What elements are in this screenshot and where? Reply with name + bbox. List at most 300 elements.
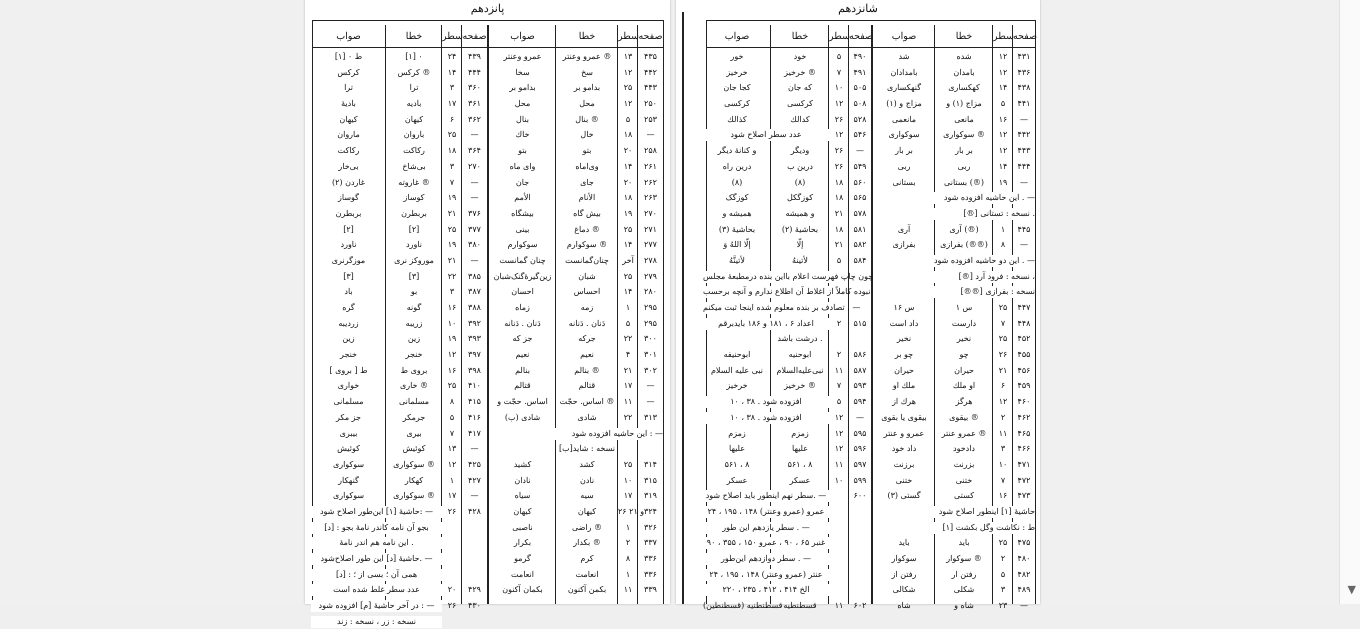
cell-page: ۵۴۶ <box>853 130 867 140</box>
table-row <box>707 65 1035 81</box>
cell-line: ۲۱ <box>447 255 457 265</box>
cell-line: ۱۱ <box>834 459 844 469</box>
cell-error: گونه <box>406 303 422 312</box>
cell-correct: بکمان آکنون <box>502 585 543 595</box>
cell-page: ۲۷۹ <box>644 271 657 281</box>
cell-correct: [۱] ط ۰ <box>334 52 363 61</box>
cell-correct: جان <box>515 177 530 187</box>
table-row <box>707 237 1035 253</box>
cell-page: ۵۰۸ <box>853 99 867 109</box>
cell-page: ۴۴۴ <box>468 67 481 77</box>
cell-error: سوکواری ® <box>943 130 985 140</box>
cell-page: ۴۳۹ <box>468 52 481 61</box>
cell-line: ۲۵ <box>623 271 633 281</box>
cell-correct: حیران <box>894 365 914 375</box>
cell-line: ۵ <box>836 255 842 265</box>
cell-line: ۳ <box>449 287 455 297</box>
cell-error: کوساز <box>403 193 425 203</box>
cell-page: ۴۲۵ <box>468 459 481 469</box>
cell-correct: کرکسی <box>724 99 750 109</box>
cell-error: ختنی <box>955 475 973 485</box>
cell-page: ۲۷۰ <box>468 161 481 171</box>
cell-line: ۱۲ <box>998 146 1008 156</box>
cell-correct: بکرار <box>513 538 532 548</box>
table-row <box>703 269 1035 285</box>
cell-line: ۱ <box>625 569 631 579</box>
cell-page: ۵۴۹ <box>853 161 867 171</box>
table-row <box>707 331 1035 347</box>
cell-error: مزاج (۱) و <box>946 99 982 109</box>
cell-page: ۳۸۷ <box>468 287 481 297</box>
cell-correct: خواری <box>337 381 360 391</box>
cell-correct: قسطنطنیه (قسطنطین) <box>703 601 783 611</box>
cell-correct: مسلمانی <box>333 397 364 407</box>
cell-line: ۱۱ <box>998 428 1008 438</box>
cell-page: ۲۷۷ <box>644 240 657 250</box>
cell-line: ۱۲ <box>623 67 633 77</box>
cell-error: بیش گاه <box>573 208 601 218</box>
cell-line: ۱۴ <box>623 240 633 250</box>
cell-page: ۲۵۳ <box>644 114 657 124</box>
cell-page: ۳۶۰ <box>468 83 481 93</box>
cell-line: ۲۲ <box>623 334 633 344</box>
cell-page: ۵۰۵ <box>853 83 867 93</box>
table-row <box>313 206 663 222</box>
cell-correct: بحاشیهٔ (۳) <box>718 224 756 234</box>
cell-line: ۱۲ <box>834 428 844 438</box>
cell-line: ۱۶ <box>447 303 457 312</box>
cell-error: بیقوی ® <box>949 412 979 422</box>
cell-line: ۱۸ <box>834 193 844 203</box>
cell-error: س ۱ <box>955 303 973 312</box>
cell-correct: عمرو و عنتر <box>883 428 925 438</box>
cell-correct: علیها <box>729 444 745 454</box>
cell-correct: بامدادان <box>890 67 918 77</box>
cell-correct: و کنانهٔ دیگر <box>717 146 757 156</box>
cell-line: ۱۲ <box>447 459 457 469</box>
cell-error: سوکواری ® <box>393 491 435 501</box>
cell-error: این نامه هم اندر نامهٔ . <box>311 537 442 549</box>
cell-error: تصادف بر بنده معلوم شده اینجا ثبت میکنم . — <box>703 303 861 312</box>
cell-line: ۱۳ <box>447 444 457 454</box>
cell-error: نسخه : زر ، نسخه : زند <box>311 616 442 628</box>
table-row <box>707 80 1035 96</box>
cell-correct: (۸) <box>731 177 743 187</box>
cell-page: ۴۶۵ <box>1017 428 1031 438</box>
table-row <box>313 426 663 442</box>
cell-page: ۲۶۳ <box>644 193 657 203</box>
cell-line: ۱۷ <box>447 491 457 501</box>
cell-line: ۲ <box>836 350 842 360</box>
cell-line: ۲۶ <box>834 161 844 171</box>
table-row <box>313 65 663 81</box>
cell-correct: کشید <box>513 459 532 469</box>
cell-line: ۲۵ <box>447 224 457 234</box>
cell-correct: ناورد <box>340 240 357 250</box>
cell-page: ۲۶۱ <box>644 161 657 171</box>
cell-line: ۱۲ <box>834 412 844 422</box>
cell-page: ۴۴۳ <box>1017 146 1031 156</box>
table-row <box>707 253 1035 269</box>
cell-error: بفرازی (®®) <box>940 240 988 250</box>
cell-page: — <box>470 444 479 454</box>
cell-line: ۱ <box>625 522 631 532</box>
cell-line: ۱۲ <box>998 130 1008 140</box>
cell-correct: سخا <box>515 67 530 77</box>
table-row <box>313 394 663 410</box>
cell-correct: اساس. حجّت و <box>497 397 548 407</box>
cell-line: ۱۱ <box>834 365 844 375</box>
cell-error: انعامت <box>575 569 599 579</box>
cell-error: خنجر <box>405 350 423 360</box>
table-row <box>313 582 663 598</box>
cell-line: ۲ <box>836 318 842 328</box>
cell-correct: [۳] <box>343 271 354 281</box>
cell-error: عمرو عنتر ® <box>941 428 987 438</box>
cell-correct: ختنی <box>895 475 913 485</box>
cell-correct: سوکواری <box>332 491 365 501</box>
table-row <box>313 598 663 614</box>
cell-line: ۸ <box>625 554 631 563</box>
cell-page: — <box>646 397 655 407</box>
cell-error: ترا <box>409 83 419 93</box>
cell-line: ۱۹ <box>623 208 633 218</box>
cell-correct: إلّا اللهُ وَ <box>723 240 751 250</box>
table-row <box>707 112 1035 128</box>
header-page: صفحه <box>462 31 487 42</box>
cell-page: ۴۵۶ <box>1017 365 1031 375</box>
cell-correct: بنالم <box>515 365 530 375</box>
cell-error: خاری ® <box>399 381 429 391</box>
cell-page: ۴۵۵ <box>1017 350 1031 360</box>
cell-correct: گره <box>342 303 355 312</box>
table-row <box>313 457 663 473</box>
table-row <box>313 222 663 238</box>
cell-error: کرم <box>580 554 594 563</box>
table-row <box>707 363 1035 379</box>
table-row <box>313 331 663 347</box>
cell-line: ۲۶ <box>834 146 844 156</box>
table-row <box>313 300 663 316</box>
cell-error: نعیم <box>580 350 594 360</box>
cell-correct: بر بار <box>895 146 913 156</box>
cell-line: ۱۱ <box>834 601 844 611</box>
cell-line: ۲۶ <box>447 601 457 611</box>
cell-page: ۴۳۶ <box>1017 67 1031 77</box>
cell-page: ۳۹۸ <box>468 365 481 375</box>
cell-correct: چنان گمانست <box>499 255 546 265</box>
cell-page: ۵۹۵ <box>853 428 867 438</box>
cell-error: دارست <box>951 318 977 328</box>
cell-line: ۱۲ <box>834 444 844 454</box>
cell-line: ۱۳ <box>623 52 633 61</box>
table-row <box>707 378 1035 394</box>
cell-correct: بنال <box>516 114 529 124</box>
cell-error: بیری <box>406 428 422 438</box>
table-row <box>313 269 663 285</box>
cell-error: [د] : همی آن ؛ بسی از ؛ <box>311 569 442 581</box>
cell-error: کوزگکل <box>786 193 814 203</box>
cell-page: ۲۷۰ <box>644 208 657 218</box>
cell-error: چون چاپ فهرست اعلام بااین بنده درمطبعهٔ مجلس <box>703 271 874 281</box>
cell-line: ۲۵ <box>998 538 1008 548</box>
cell-correct: گوساز <box>338 193 359 203</box>
cell-error: این دو حاشیه افزوده شود . — <box>873 255 1035 267</box>
cell-correct: باد <box>344 287 353 297</box>
cell-correct: هرك از <box>892 397 916 407</box>
cell-error: جرمکر <box>402 412 426 422</box>
cell-correct: آری <box>897 224 911 234</box>
cell-error: [®] نسخه : فرود آرد ، <box>873 271 1035 283</box>
table-row <box>707 488 1035 504</box>
header-error: خطا <box>791 31 809 42</box>
cell-line: ۵ <box>625 318 631 328</box>
cell-page: ۲۹۵ <box>644 318 657 328</box>
cell-page: — <box>1020 177 1028 187</box>
cell-page: ۵۸۴ <box>853 255 867 265</box>
cell-page: ۳۸۸ <box>468 303 481 312</box>
cell-page: ۵۹۴ <box>853 397 867 407</box>
errata-rows <box>313 49 663 629</box>
cell-line: ۲ <box>1000 554 1006 563</box>
cell-error: موروکز نری <box>394 255 434 265</box>
table-row <box>707 347 1035 363</box>
cell-page: ۳۸۰ <box>468 240 481 250</box>
cell-error: کرکس ® <box>397 67 431 77</box>
cell-correct: کیهان <box>513 506 532 516</box>
cell-line: ۲۵ <box>623 83 633 93</box>
cell-line: ۱ <box>1000 224 1006 234</box>
cell-line: ۱۸ <box>834 177 844 187</box>
cell-line: ۱۷ <box>623 381 633 391</box>
cell-line: ۲۱ <box>834 240 844 250</box>
cell-page: ۲۵۸ <box>644 146 657 156</box>
cell-line: ۱۴ <box>998 83 1008 93</box>
cell-line: ۲۵ <box>447 381 457 391</box>
cell-page: ۳۱۵ <box>644 475 657 485</box>
cell-line: ۱۰ <box>834 475 844 485</box>
cell-correct: رکاکت <box>337 146 360 156</box>
cell-error: سطر دوازدهم این‌طور . — <box>703 553 829 565</box>
cell-page: ۴۷۲ <box>1017 475 1031 485</box>
table-row <box>707 520 1035 536</box>
table-row <box>707 567 1035 583</box>
scroll-down-arrow-icon[interactable]: ▼ <box>1347 583 1356 596</box>
cell-error: افزوده شود . ۳۸ ، ۱۰ <box>703 412 829 424</box>
cell-correct: چو بر <box>894 350 914 360</box>
table-row <box>707 394 1035 410</box>
cell-page: ۳۱۹ <box>644 491 657 501</box>
cell-correct: بفرازی <box>892 240 916 250</box>
cell-line: ۵ <box>625 114 631 124</box>
cell-line: ۲۱ <box>447 208 457 218</box>
cell-error: نخیر <box>956 334 972 344</box>
cell-error: زمه <box>580 303 594 312</box>
cell-correct: محل <box>514 99 531 109</box>
cell-correct: مزاج و (۱) <box>886 99 922 109</box>
cell-correct: سوکوار <box>891 554 917 563</box>
cell-error: در آخر حاشیهٔ [م] افزوده شود : — <box>311 600 442 612</box>
cell-line: ۵ <box>836 397 842 407</box>
cell-page: ۵۹۶ <box>853 444 867 454</box>
cell-line: ۷ <box>1000 318 1006 328</box>
table-row <box>313 316 663 332</box>
cell-page: ۲۶۲ <box>644 177 657 187</box>
cell-error: ودیگر <box>790 146 810 156</box>
table-row <box>707 190 1035 206</box>
cell-error: بامدان <box>953 67 975 77</box>
cell-correct: رفتن از <box>891 569 917 579</box>
cell-correct: ربی <box>897 161 911 171</box>
cell-line: ۱۴ <box>623 287 633 297</box>
cell-line: ۲۶ <box>998 350 1008 360</box>
cell-correct: خرخیز <box>726 67 748 77</box>
cell-line: ۲۰ <box>447 585 457 595</box>
table-row <box>707 316 1035 332</box>
cell-error: زریبه <box>405 318 423 328</box>
cell-error: عدد سطر غلط شده است <box>311 584 442 596</box>
cell-correct: دَنان . دَنانه <box>504 318 541 328</box>
table-row <box>313 284 663 300</box>
cell-error: علیها <box>792 444 808 454</box>
cell-line: ۳ <box>1000 444 1006 454</box>
cell-error: بدامو بر <box>573 83 601 93</box>
cell-page: ۵۹۳ <box>853 381 867 391</box>
cell-error: عمرو (عمرو وعنتر) ۱۴۸ ، ۱۹۵ ، ۲۴ <box>703 506 829 518</box>
cell-correct: انعامت <box>511 569 534 579</box>
table-row <box>313 190 663 206</box>
cell-correct: س ۱۶ <box>893 303 915 312</box>
cell-line: ۲ <box>625 538 631 548</box>
cell-line: ۷ <box>836 67 842 77</box>
page-fifteen <box>305 0 670 626</box>
cell-page: — <box>470 193 479 203</box>
cell-correct: زمزم <box>728 428 746 438</box>
cell-error: احساس <box>573 287 601 297</box>
cell-correct: سوکوارم <box>507 240 538 250</box>
cell-correct: داد خود <box>891 444 917 454</box>
header-page: صفحه <box>1013 31 1038 42</box>
cell-page: ۴۴۸ <box>1017 318 1031 328</box>
cell-error: این حاشیه افزوده شود : — <box>489 428 663 440</box>
cell-correct: غاردن (۲) <box>331 177 365 187</box>
cell-page: ۵۸۶ <box>853 350 867 360</box>
cell-page: ۴۱۵ <box>468 397 481 407</box>
cell-line: ۱۶ <box>998 114 1008 124</box>
cell-line: ۲۵ <box>998 303 1008 312</box>
cell-correct: شادی (ب) <box>504 412 541 422</box>
cell-page: ۴۴۲ <box>1017 130 1031 140</box>
cell-correct: بتو <box>518 146 527 156</box>
table-row <box>707 410 1035 426</box>
cell-correct: نادان <box>514 475 531 485</box>
table-row <box>703 300 1035 316</box>
cell-page: ۴۷۳ <box>1017 491 1031 501</box>
cell-page: ۴۴۳ <box>644 83 657 93</box>
cell-line: ۲۴ <box>447 52 457 61</box>
cell-line: ۱۲ <box>998 52 1008 61</box>
cell-error: کستی <box>953 491 975 501</box>
table-row <box>313 127 663 143</box>
table-row <box>313 410 663 426</box>
cell-page: — <box>470 177 479 187</box>
cell-error: قسطنطیه <box>783 601 817 611</box>
cell-line: ۲۶ <box>447 506 457 516</box>
cell-error: سوکواری ® <box>393 459 435 469</box>
cell-correct: برزنت <box>893 459 915 469</box>
table-row <box>707 127 1035 143</box>
cell-line: ۲۵ <box>623 224 633 234</box>
cell-correct: گستی (۳) <box>887 491 921 501</box>
cell-error: نبی‌علیه‌السلام <box>776 365 824 375</box>
cell-error: عمرو وعنتر ® <box>562 52 612 61</box>
cell-page: ۵۷۸ <box>853 208 867 218</box>
cell-line: ۳ <box>449 83 455 93</box>
cell-correct: احسان <box>511 287 534 297</box>
table-row <box>313 175 663 191</box>
cell-error: دماغ ® <box>574 224 600 234</box>
cell-page: ۴۸۹ <box>1017 585 1031 595</box>
cell-error: سخ <box>581 67 593 77</box>
vertical-scrollbar[interactable] <box>1339 0 1360 604</box>
cell-line: ۱۲ <box>623 99 633 109</box>
cell-page: ۴۵۲ <box>1017 334 1031 344</box>
cell-line: ۳ <box>449 161 455 171</box>
cell-error: ۲۲۰ ، ۲۳۵ ، ۴۱۲ ، ۴۱۴ الخ <box>703 584 829 596</box>
cell-error: بنال ® <box>575 114 599 124</box>
cell-error: و همیشه <box>785 208 815 218</box>
cell-correct: گنهکار <box>338 475 359 485</box>
cell-page: ۴۹۰ <box>853 52 867 61</box>
cell-error: نبوده کاملاً از اغلاط آن اطلاع ندارم و آنچه برحسب <box>703 287 871 297</box>
header-correct: صواب <box>510 31 535 42</box>
cell-error: وی‌اماه <box>575 161 599 171</box>
cell-line: ۲۱ <box>623 365 633 375</box>
errata-table <box>312 20 664 626</box>
cell-correct: گرمو <box>514 554 531 563</box>
cell-line: ۱۰ <box>834 83 844 93</box>
cell-line: ۱۴ <box>623 161 633 171</box>
cell-page: ۳۷۶ <box>468 208 481 218</box>
table-row <box>313 112 663 128</box>
cell-line: ۱۱ <box>623 397 633 407</box>
cell-error: إلّا <box>796 240 804 250</box>
cell-error: خرخیز ® <box>784 67 816 77</box>
table-row <box>707 175 1035 191</box>
header-line: سطر <box>618 31 639 42</box>
table-row <box>313 567 663 583</box>
cell-page: ۵۱۵ <box>853 318 867 328</box>
cell-error: حاشیهٔ [د] این طور اصلاح‌شود. — <box>311 553 442 565</box>
cell-error: شکلی <box>953 585 975 595</box>
cell-correct: خرخیز <box>726 381 748 391</box>
table-row <box>707 222 1035 238</box>
cell-page: — <box>856 146 864 156</box>
cell-correct: نعیم <box>515 350 530 360</box>
cell-page: ۵۹۷ <box>853 459 867 469</box>
cell-error: کیهان <box>404 114 424 124</box>
cell-line: ۸ <box>449 397 455 407</box>
cell-correct: بیبری <box>339 428 358 438</box>
cell-page: ۴۱۶ <box>468 412 481 422</box>
table-row <box>313 504 663 520</box>
cell-page: ۳۶۲ <box>468 114 481 124</box>
cell-correct: باید <box>898 538 910 548</box>
cell-error: عنتر (عمرو وعنتر) ۱۴۸ ، ۱۹۵ ، ۲۴ <box>703 569 829 581</box>
page-sixteen <box>676 0 1040 611</box>
cell-page: ۴۷۱ <box>1017 459 1031 469</box>
cell-page: ۴۴۵ <box>1017 224 1031 234</box>
